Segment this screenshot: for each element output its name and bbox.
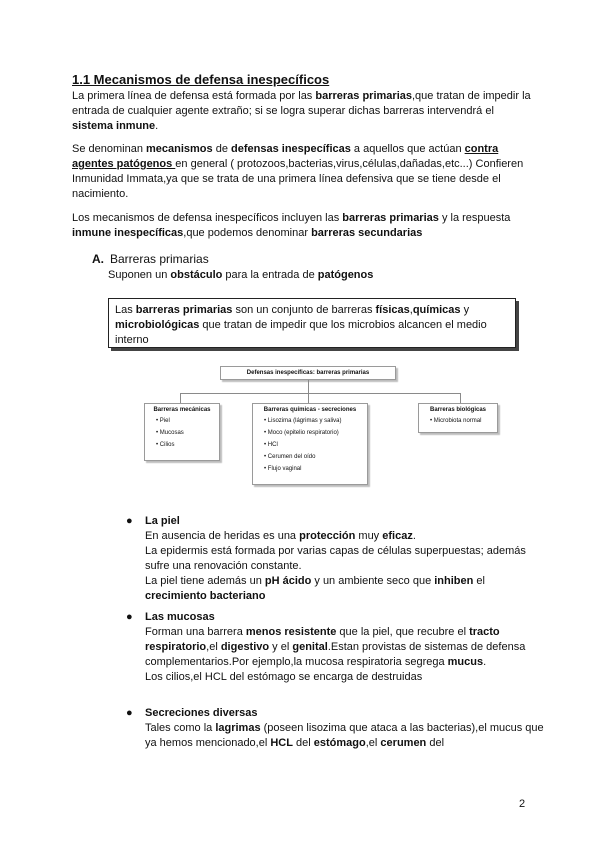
text: de <box>212 143 232 155</box>
text: y la respuesta <box>438 212 511 224</box>
bold-text: lagrimas <box>215 722 261 734</box>
page-number: 2 <box>519 798 526 810</box>
diagram-list-item: • Flujo vaginal <box>264 465 364 474</box>
text: Forman una barrera <box>145 626 246 638</box>
bold-text: cerumen <box>380 737 427 749</box>
subsection-intro <box>108 268 568 283</box>
bold-text: estómago <box>313 737 366 749</box>
text: del <box>426 737 445 749</box>
bold-text: químicas <box>412 304 461 316</box>
text: . <box>412 530 416 542</box>
bold-text: patógenos <box>317 269 374 281</box>
bold-text: pH ácido <box>264 575 312 587</box>
bullet-line: Los cilios,el HCL del estómago se encarga de destruidas <box>145 671 423 683</box>
paragraph-nonspecific-defense <box>72 142 532 202</box>
barriers-diagram <box>140 362 502 490</box>
bullet-heading: Secreciones diversas <box>145 707 258 719</box>
diagram-node-title: Barreras mecánicas <box>153 407 211 413</box>
text: que tratan de impedir que los microbios alcancen el medio interno <box>115 319 487 346</box>
bullet-item-mucosas <box>145 610 545 685</box>
bold-text: inmune inespecíficas <box>72 227 184 239</box>
connector-line <box>180 393 460 394</box>
bold-text: mucus <box>447 656 484 668</box>
text: para la entrada de <box>222 269 318 281</box>
text: y el <box>269 641 293 653</box>
text: Suponen un <box>108 269 171 281</box>
diagram-node-mechanical <box>144 403 220 461</box>
bullet-line <box>145 529 545 544</box>
text: La piel tiene además un <box>145 575 265 587</box>
text: . <box>155 120 159 132</box>
bullet-icon: ● <box>126 611 133 623</box>
bold-text: menos resistente <box>245 626 337 638</box>
subsection-heading <box>92 252 209 266</box>
bold-text: físicas <box>375 304 410 316</box>
diagram-list-item: • Microbiota normal <box>430 417 494 426</box>
bold-text: barreras secundarias <box>311 227 423 239</box>
diagram-list-item: • Mucosas <box>156 429 216 438</box>
text: Los mecanismos de defensa inespecíficos incluyen las <box>72 212 343 224</box>
bold-text: crecimiento bacteriano <box>145 590 266 602</box>
text: en general ( protozoos,bacterias,virus,células,dañadas,etc...) Confieren Inmunidad Immata,ya que se trata de una primera línea defensiva que se tiene desde el nacimiento. <box>72 158 524 200</box>
text: Las <box>115 304 136 316</box>
bullet-heading: Las mucosas <box>145 611 215 623</box>
diagram-root-node <box>220 366 396 380</box>
bullet-item-piel <box>145 514 545 604</box>
text: muy <box>355 530 383 542</box>
diagram-list-item: • Moco (epitelio respiratorio) <box>264 429 364 438</box>
bullet-icon: ● <box>126 707 133 719</box>
diagram-root-label: Defensas inespecíficas: barreras primarias <box>246 370 370 376</box>
text: a aquellos que actúan <box>350 143 465 155</box>
bold-text: tracto respiratorio <box>145 626 500 653</box>
connector-line <box>308 380 309 394</box>
bullet-line <box>145 721 545 751</box>
bold-text: protección <box>299 530 356 542</box>
connector-line <box>460 393 461 403</box>
text: En ausencia de heridas es una <box>145 530 300 542</box>
text: La primera línea de defensa está formada por las <box>72 90 316 102</box>
subsection-letter: A. <box>92 252 104 266</box>
text: y <box>460 304 470 316</box>
bold-text: HCL <box>270 737 293 749</box>
diagram-list-item: • Cerumen del oído <box>264 453 364 462</box>
bullet-heading: La piel <box>145 515 180 527</box>
paragraph-primary-barriers <box>72 89 532 134</box>
bullet-line <box>145 574 545 604</box>
text: Tales como la <box>145 722 216 734</box>
text: Se denominan <box>72 143 146 155</box>
subsection-title: Barreras primarias <box>110 252 209 266</box>
bullet-line: La epidermis está formada por varias capas de células superpuestas; además sufre una renovación constante. <box>145 545 526 572</box>
bullet-line <box>145 625 545 670</box>
bullet-item-secreciones <box>145 706 545 751</box>
text: son un conjunto de barreras <box>232 304 376 316</box>
bold-text: mecanismos <box>146 143 213 155</box>
text: .Estan provistas de sistemas de defensa complementarios.Por ejemplo,la mucosa respiratoria segrega <box>145 641 526 668</box>
text: , <box>409 304 413 316</box>
connector-line <box>180 393 181 403</box>
text: que la piel, que recubre el <box>336 626 470 638</box>
diagram-node-title: Barreras biológicas <box>429 407 487 413</box>
definition-box <box>108 298 516 348</box>
diagram-node-chemical <box>252 403 368 485</box>
bold-text: inhiben <box>434 575 474 587</box>
underlined-bold-text: contra agentes patógenos <box>72 143 499 170</box>
bold-text: sistema inmune <box>72 120 156 132</box>
diagram-list-item: • Cilios <box>156 441 216 450</box>
paragraph-mechanisms <box>72 211 532 241</box>
text: el <box>473 575 485 587</box>
bold-text: genital <box>292 641 328 653</box>
bold-text: microbiológicas <box>115 319 200 331</box>
connector-line <box>308 393 309 403</box>
text: (poseen lisozima que ataca a las bacterias),el mucus que ya hemos mencionado,el <box>145 722 544 749</box>
bold-text: obstáculo <box>170 269 223 281</box>
bold-text: barreras primarias <box>135 304 233 316</box>
text: ,el <box>206 641 221 653</box>
diagram-list-item: • Piel <box>156 417 216 426</box>
text: ,que tratan de impedir la entrada de cualquier agente extraño; si se logra superar dichas barreras intervendrá el <box>72 90 531 117</box>
bullet-icon: ● <box>126 515 133 527</box>
text: y un ambiente seco que <box>311 575 435 587</box>
text: del <box>292 737 314 749</box>
bold-text: defensas inespecíficas <box>231 143 351 155</box>
bold-text: barreras primarias <box>315 90 412 102</box>
text: ,que podemos denominar <box>183 227 312 239</box>
diagram-node-biological <box>418 403 498 433</box>
text: . <box>483 656 487 668</box>
diagram-list-item: • HCl <box>264 441 364 450</box>
diagram-node-title: Barreras químicas - secreciones <box>263 407 357 413</box>
bold-text: barreras primarias <box>342 212 439 224</box>
section-heading: 1.1 Mecanismos de defensa inespecíficos <box>72 72 330 87</box>
bold-text: digestivo <box>220 641 270 653</box>
text: ,el <box>365 737 381 749</box>
diagram-list-item: • Lisozima (lágrimas y saliva) <box>264 417 364 426</box>
bold-text: eficaz <box>382 530 413 542</box>
